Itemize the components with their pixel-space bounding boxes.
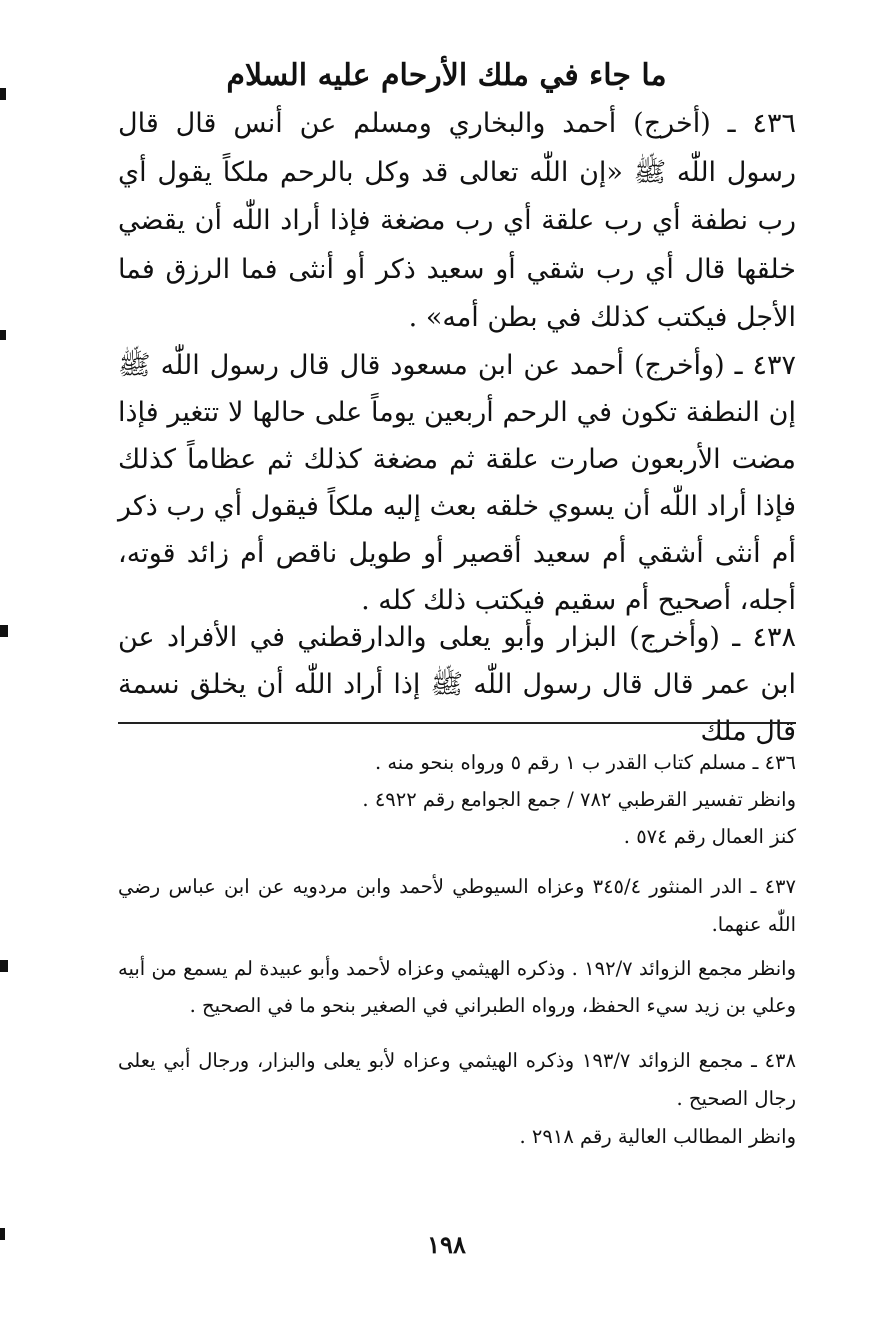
scan-mark <box>0 960 8 972</box>
page-number: ١٩٨ <box>427 1230 466 1259</box>
chapter-title: ما جاء في ملك الأرحام عليه السلام <box>226 58 667 93</box>
hadith-text: ٤٣٨ ـ (وأخرج) البزار وأبو يعلى والدارقطني في الأفراد عن ابن عمر قال قال رسول اللّٰه ﷺ إذا أراد اللّٰه أن يخلق نسمة قال ملك <box>118 622 796 747</box>
footnote-437 <box>118 868 796 944</box>
hadith-437 <box>118 342 796 624</box>
footnote-line: ٤٣٨ ـ مجمع الزوائد ١٩٣/٧ وذكره الهيثمي وعزاه لأبو يعلى والبزار، ورجال أبي يعلى رجال الصحيح . <box>118 1049 796 1110</box>
hadith-text: ٤٣٧ ـ (وأخرج) أحمد عن ابن مسعود قال قال رسول اللّٰه ﷺ إن النطفة تكون في الرحم أربعين يوماً على حالها لا تتغير فإذا مضت الأربعون صارت علقة ثم مضغة كذلك ثم عظاماً كذلك فإذا أراد اللّٰه أن يسوي خلقه بعث إليه ملكاً فيقول أي رب ذكر أم أنثى أشقي أم سعيد أقصير أو طويل ناقص أم زائد قوته، أجله، أصحيح أم سقيم فيكتب ذلك كله . <box>118 350 796 616</box>
hadith-436 <box>118 100 796 343</box>
footnote-line: وانظر تفسير القرطبي ٧٨٢ / جمع الجوامع رقم ٤٩٢٢ . <box>362 788 796 811</box>
footnote-436 <box>118 744 796 855</box>
footnote-line: وانظر المطالب العالية رقم ٢٩١٨ . <box>519 1125 796 1148</box>
footnote-separator <box>118 722 796 724</box>
footnote-line: ٤٣٧ ـ الدر المنثور ٣٤٥/٤ وعزاه السيوطي لأحمد وابن مردويه عن ابن عباس رضي اللّٰه عنهما. <box>118 875 796 936</box>
footnote-line: وانظر مجمع الزوائد ١٩٢/٧ . وذكره الهيثمي وعزاه لأحمد وأبو عبيدة لم يسمع من أبيه وعلي بن زيد سيء الحفظ، ورواه الطبراني في الصغير بنحو ما في الصحيح . <box>118 957 796 1017</box>
scan-mark <box>0 625 8 637</box>
scan-mark <box>0 330 6 340</box>
scan-mark <box>0 1228 5 1240</box>
hadith-438 <box>118 614 796 755</box>
footnote-line: كنز العمال رقم ٥٧٤ . <box>623 825 796 848</box>
scan-mark <box>0 88 6 100</box>
footnote-438 <box>118 1042 796 1156</box>
hadith-text: ٤٣٦ ـ (أخرج) أحمد والبخاري ومسلم عن أنس قال قال رسول اللّٰه ﷺ «إن اللّٰه تعالى قد وكل بالرحم ملكاً يقول أي رب نطفة أي رب علقة أي رب مضغة فإذا أراد اللّٰه أن يقضي خلقها قال أي رب شقي أو سعيد ذكر أو أنثى فما الرزق فما الأجل فيكتب كذلك في بطن أمه» . <box>118 108 796 333</box>
footnote-line: ٤٣٦ ـ مسلم كتاب القدر ب ١ رقم ٥ ورواه بنحو منه . <box>374 751 796 774</box>
footnote-437-more <box>118 950 796 1024</box>
